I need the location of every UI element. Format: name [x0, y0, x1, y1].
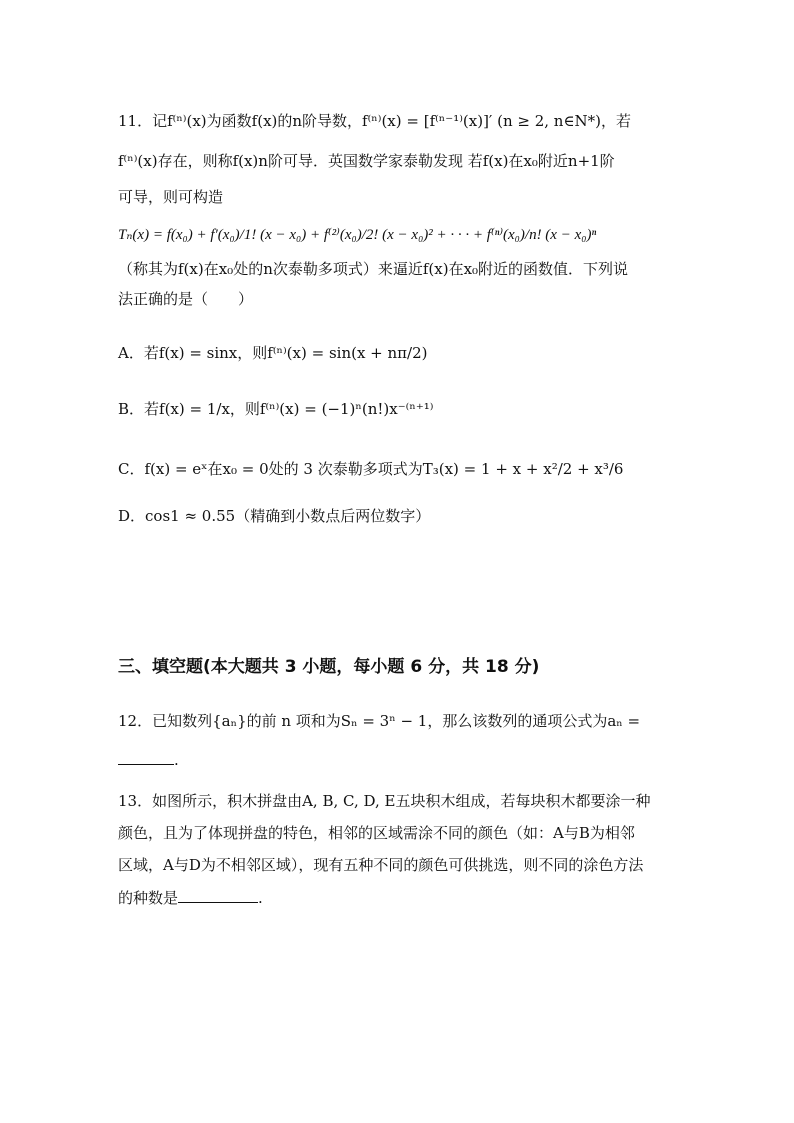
taylor-formula: Tₙ(x) = f(x₀) + f′(x₀)/1! (x − x₀) + f⁽²⁾(x₀)/2! (x − x₀)² + · · · + f⁽ⁿ⁾(x₀)/n! (x − x₀)ⁿ — [118, 227, 597, 243]
q13-blank[interactable] — [178, 886, 258, 903]
q13-line2: 颜色，且为了体现拼盘的特色，相邻的区域需涂不同的颜色（如：A与B为相邻 — [118, 824, 635, 842]
option-a: A．若f(x) = sinx，则f⁽ⁿ⁾(x) = sin(x + nπ/2) — [118, 344, 428, 362]
option-c: C．f(x) = eˣ在x₀ = 0处的 3 次泰勒多项式为T₃(x) = 1 + x + x²/2 + x³/6 — [118, 460, 624, 478]
q12-blank[interactable] — [118, 748, 174, 765]
q13-line4: 的种数是 — [118, 889, 179, 907]
q13-line3: 区域，A与D为不相邻区域），现有五种不同的颜色可供挑选，则不同的涂色方法 — [118, 856, 644, 874]
q11-line6: 法正确的是（ ） — [118, 290, 254, 308]
option-b: B．若f(x) = 1/x，则f⁽ⁿ⁾(x) = (−1)ⁿ(n!)x⁻⁽ⁿ⁺¹⁾ — [118, 400, 434, 418]
q11-line5: （称其为f(x)在x₀处的n次泰勒多项式）来逼近f(x)在x₀附近的函数值．下列说 — [118, 260, 629, 278]
q11-line3: 可导，则可构造 — [118, 188, 224, 206]
q12-period: . — [174, 751, 179, 769]
q13-line1: 13．如图所示，积木拼盘由A, B, C, D, E五块积木组成，若每块积木都要涂一种 — [118, 792, 651, 810]
section-heading: 三、填空题(本大题共 3 小题，每小题 6 分，共 18 分) — [118, 657, 540, 677]
q11-line1: 11．记f⁽ⁿ⁾(x)为函数f(x)的n阶导数，f⁽ⁿ⁾(x) = [f⁽ⁿ⁻¹⁾(x)]′ (n ≥ 2, n∈N*)，若 — [118, 112, 632, 130]
q13-period: . — [258, 889, 263, 907]
option-d: D．cos1 ≈ 0.55（精确到小数点后两位数字） — [118, 507, 431, 525]
q12-answer-line — [118, 748, 179, 771]
q12-text: 12．已知数列{aₙ}的前 n 项和为Sₙ = 3ⁿ − 1，那么该数列的通项公式为aₙ = — [118, 712, 641, 730]
q13-line4-wrap — [118, 886, 263, 909]
q11-line2: f⁽ⁿ⁾(x)存在，则称f(x)n阶可导．英国数学家泰勒发现 若f(x)在x₀附近n+1阶 — [118, 152, 615, 170]
